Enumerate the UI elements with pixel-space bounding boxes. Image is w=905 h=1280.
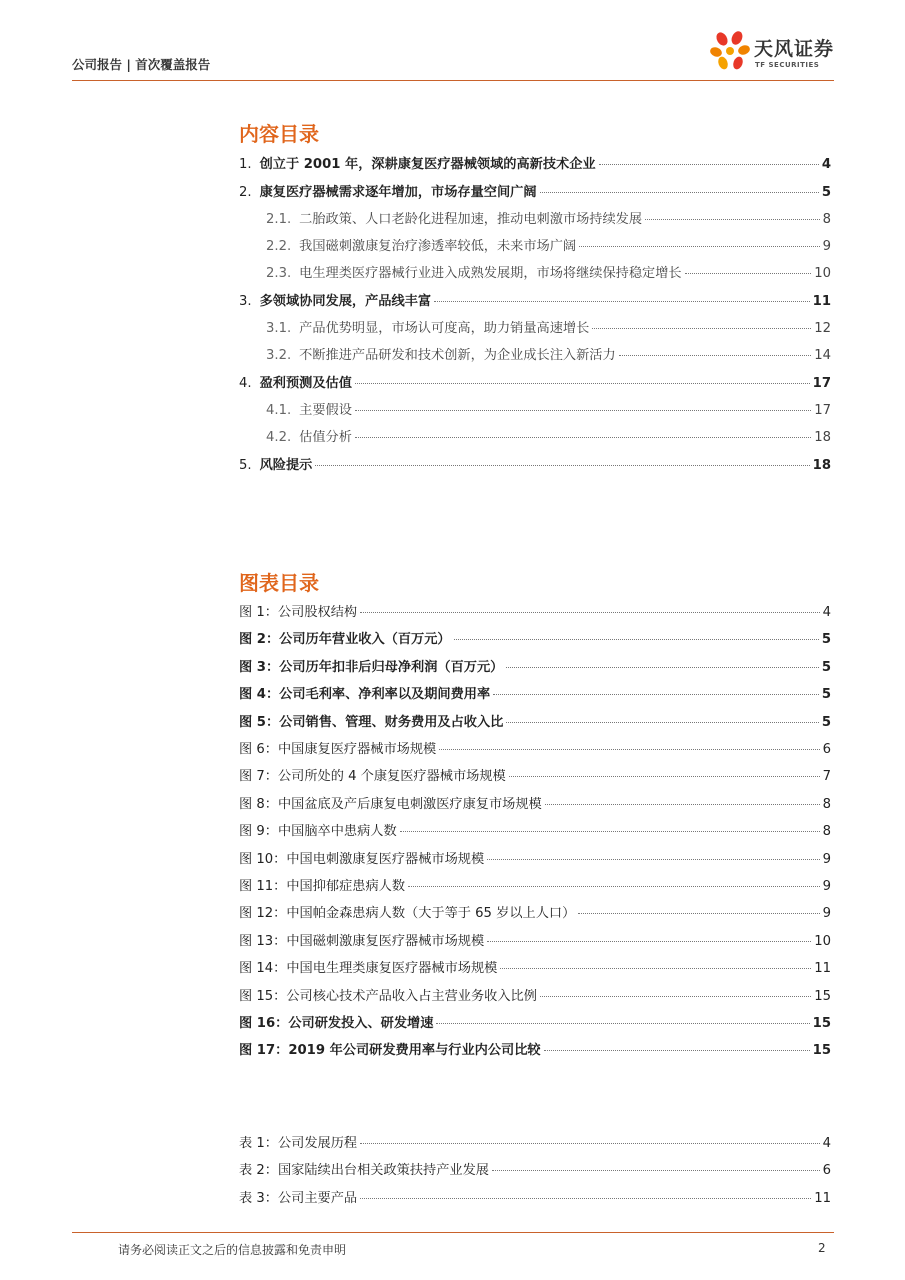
figure-entry-page: 9 xyxy=(822,906,831,922)
toc-entry[interactable] xyxy=(266,235,831,255)
toc-entry[interactable] xyxy=(239,454,831,474)
logo-chinese-name: 天风证券 xyxy=(754,38,835,60)
leader-dots xyxy=(408,885,820,887)
leader-dots xyxy=(487,940,811,942)
leader-dots xyxy=(355,436,811,438)
figure-entry-page: 5 xyxy=(821,659,831,675)
contents-title: 内容目录 xyxy=(239,122,319,146)
leader-dots xyxy=(360,611,820,613)
figure-entry-title: 图 16：公司研发投入、研发增速 xyxy=(239,1016,434,1031)
leader-dots xyxy=(506,666,818,668)
report-type-label: 公司报告 | 首次覆盖报告 xyxy=(72,57,211,72)
figure-entry-title: 图 17：2019 年公司研发费用率与行业内公司比较 xyxy=(239,1043,541,1059)
toc-entry[interactable] xyxy=(239,181,831,201)
toc-entry-page: 12 xyxy=(814,321,831,336)
leader-dots xyxy=(439,748,819,750)
toc-entry[interactable] xyxy=(266,208,831,228)
toc-entry-page: 14 xyxy=(814,348,831,363)
toc-entry-page: 5 xyxy=(821,185,831,200)
figure-entry[interactable] xyxy=(239,793,831,813)
toc-entry-page: 11 xyxy=(812,294,831,309)
toc-entry-title: 电生理类医疗器械行业进入成熟发展期，市场将继续保持稳定增长 xyxy=(299,266,682,281)
figure-entry[interactable] xyxy=(239,656,831,676)
figure-entry-page: 7 xyxy=(822,769,831,785)
figure-entry-page: 15 xyxy=(812,1043,831,1059)
toc-entry-title: 二胎政策、人口老龄化进程加速，推动电刺激市场持续发展 xyxy=(299,212,643,227)
toc-entry-number: 2.2. xyxy=(266,239,292,254)
toc-entry-title: 康复医疗器械需求逐年增加，市场存量空间广阔 xyxy=(259,185,537,200)
leader-dots xyxy=(315,464,809,466)
leader-dots xyxy=(400,830,820,832)
leader-dots xyxy=(685,272,812,274)
figure-entry-title: 图 13：中国磁刺激康复医疗器械市场规模 xyxy=(239,933,485,949)
toc-entry-title: 估值分析 xyxy=(299,430,352,445)
leader-dots xyxy=(540,191,819,193)
company-logo xyxy=(710,30,840,78)
figure-entry[interactable] xyxy=(239,875,831,895)
figures-title: 图表目录 xyxy=(239,571,319,595)
figure-entry-title: 图 1：公司股权结构 xyxy=(239,605,358,620)
figure-entry-page: 11 xyxy=(814,961,831,977)
toc-entry[interactable] xyxy=(266,262,831,282)
leader-dots xyxy=(454,638,819,640)
flower-logo-icon xyxy=(710,30,754,78)
table-entry-page: 6 xyxy=(822,1163,831,1178)
toc-entry[interactable] xyxy=(239,290,831,310)
leader-dots xyxy=(506,721,818,723)
toc-entry[interactable] xyxy=(266,317,831,337)
logo-english-name: TF SECURITIES xyxy=(755,61,820,69)
figure-entry-title: 图 9：中国脑卒中患病人数 xyxy=(239,824,397,840)
figure-entry[interactable] xyxy=(239,820,831,840)
toc-entry-number: 3. xyxy=(239,294,252,309)
figure-entry[interactable] xyxy=(239,683,831,703)
toc-entry-page: 17 xyxy=(812,376,831,391)
toc-entry-title: 多领域协同发展，产品线丰富 xyxy=(259,294,432,309)
leader-dots xyxy=(592,327,811,329)
toc-entry-number: 3.1. xyxy=(266,321,292,336)
leader-dots xyxy=(434,300,810,302)
leader-dots xyxy=(493,693,819,695)
table-entry-title: 表 2：国家陆续出台相关政策扶持产业发展 xyxy=(239,1163,489,1178)
figure-entry[interactable] xyxy=(239,1039,831,1059)
figure-entry[interactable] xyxy=(239,711,831,731)
toc-entry[interactable] xyxy=(266,344,831,364)
figure-entry-title: 图 14：中国电生理类康复医疗器械市场规模 xyxy=(239,961,498,977)
table-entry[interactable] xyxy=(239,1159,831,1179)
leader-dots xyxy=(544,1049,810,1051)
toc-entry-page: 18 xyxy=(812,458,831,473)
toc-entry-title: 主要假设 xyxy=(299,403,352,418)
figure-entry-title: 图 8：中国盆底及产后康复电刺激医疗康复市场规模 xyxy=(239,796,542,812)
figure-entry-page: 15 xyxy=(814,988,831,1004)
table-entry[interactable] xyxy=(239,1187,831,1207)
figure-entry[interactable] xyxy=(239,985,831,1005)
leader-dots xyxy=(500,967,811,969)
toc-entry-number: 2.3. xyxy=(266,266,292,281)
toc-entry-title: 盈利预测及估值 xyxy=(259,376,352,391)
figure-entry-title: 图 10：中国电刺激康复医疗器械市场规模 xyxy=(239,851,485,867)
toc-entry-title: 风险提示 xyxy=(259,458,313,473)
figure-entry-page: 10 xyxy=(814,933,831,949)
leader-dots xyxy=(360,1197,811,1199)
toc-entry-number: 2. xyxy=(239,185,252,200)
toc-entry-number: 3.2. xyxy=(266,348,292,363)
toc-entry-title: 不断推进产品研发和技术创新，为企业成长注入新活力 xyxy=(299,348,616,363)
leader-dots xyxy=(545,803,820,805)
toc-entry-page: 10 xyxy=(814,266,831,281)
leader-dots xyxy=(599,163,819,165)
leader-dots xyxy=(509,775,820,777)
toc-entry-title: 我国磁刺激康复治疗渗透率较低，未来市场广阔 xyxy=(299,239,577,254)
toc-entry-number: 2.1. xyxy=(266,212,292,227)
figure-entry[interactable] xyxy=(239,765,831,785)
leader-dots xyxy=(619,354,812,356)
figure-entry-page: 6 xyxy=(822,742,831,757)
figure-entry[interactable] xyxy=(239,902,831,922)
figure-entry-page: 5 xyxy=(821,632,831,648)
toc-entry-number: 5. xyxy=(239,458,252,473)
figure-entry-title: 图 5：公司销售、管理、财务费用及占收入比 xyxy=(239,714,504,730)
table-entry-page: 4 xyxy=(822,1136,831,1151)
page-number: 2 xyxy=(818,1241,826,1255)
toc-entry-page: 4 xyxy=(821,157,831,172)
table-entry-title: 表 1：公司发展历程 xyxy=(239,1136,358,1151)
leader-dots xyxy=(360,1142,820,1144)
toc-entry-title: 创立于 2001 年，深耕康复医疗器械领域的高新技术企业 xyxy=(259,157,596,172)
figure-entry[interactable] xyxy=(239,601,831,621)
figure-entry-title: 图 7：公司所处的 4 个康复医疗器械市场规模 xyxy=(239,769,506,785)
table-entry-title: 表 3：公司主要产品 xyxy=(239,1191,358,1206)
toc-entry-title: 产品优势明显，市场认可度高，助力销量高速增长 xyxy=(299,321,590,336)
figure-entry-page: 9 xyxy=(822,851,831,867)
figure-entry-page: 8 xyxy=(822,824,831,840)
toc-entry-number: 4.2. xyxy=(266,430,292,445)
toc-entry[interactable] xyxy=(239,153,831,173)
figure-entry-title: 图 2：公司历年营业收入（百万元） xyxy=(239,632,451,648)
toc-entry-page: 8 xyxy=(822,212,831,227)
disclaimer-text: 请务必阅读正文之后的信息披露和免责申明 xyxy=(118,1243,347,1257)
table-entry-page: 11 xyxy=(814,1191,831,1206)
leader-dots xyxy=(578,912,819,914)
toc-entry-number: 4. xyxy=(239,376,252,391)
figure-entry-title: 图 11：中国抑郁症患病人数 xyxy=(239,879,406,894)
figure-entry-title: 图 4：公司毛利率、净利率以及期间费用率 xyxy=(239,687,491,703)
figure-entry-title: 图 12：中国帕金森患病人数（大于等于 65 岁以上人口） xyxy=(239,906,576,922)
figure-entry[interactable] xyxy=(239,930,831,950)
header-divider xyxy=(72,80,834,81)
leader-dots xyxy=(579,245,820,247)
figure-entry[interactable] xyxy=(239,848,831,868)
leader-dots xyxy=(492,1169,820,1171)
figure-entry[interactable] xyxy=(239,957,831,977)
leader-dots xyxy=(436,1022,809,1024)
toc-entry[interactable] xyxy=(266,399,831,419)
leader-dots xyxy=(355,409,811,411)
leader-dots xyxy=(355,382,810,384)
figure-entry-title: 图 6：中国康复医疗器械市场规模 xyxy=(239,742,437,757)
figure-entry-page: 9 xyxy=(822,879,831,894)
figure-entry-title: 图 3：公司历年扣非后归母净利润（百万元） xyxy=(239,659,504,675)
figure-entry[interactable] xyxy=(239,628,831,648)
toc-entry-number: 4.1. xyxy=(266,403,292,418)
figure-entry-page: 8 xyxy=(822,796,831,812)
figure-entry-page: 5 xyxy=(821,687,831,703)
toc-entry-page: 9 xyxy=(822,239,831,254)
toc-entry[interactable] xyxy=(239,372,831,392)
figure-entry-page: 15 xyxy=(812,1016,831,1031)
toc-entry-page: 18 xyxy=(814,430,831,445)
leader-dots xyxy=(487,858,819,860)
figure-entry-page: 4 xyxy=(822,605,831,620)
figure-entry[interactable] xyxy=(239,1012,831,1032)
toc-entry[interactable] xyxy=(266,426,831,446)
toc-entry-page: 17 xyxy=(814,403,831,418)
footer-divider xyxy=(72,1232,834,1233)
figure-entry[interactable] xyxy=(239,738,831,758)
leader-dots xyxy=(645,218,820,220)
figure-entry-title: 图 15：公司核心技术产品收入占主营业务收入比例 xyxy=(239,988,537,1004)
figure-entry-page: 5 xyxy=(821,714,831,730)
table-entry[interactable] xyxy=(239,1132,831,1152)
leader-dots xyxy=(540,995,811,997)
toc-entry-number: 1. xyxy=(239,157,252,172)
